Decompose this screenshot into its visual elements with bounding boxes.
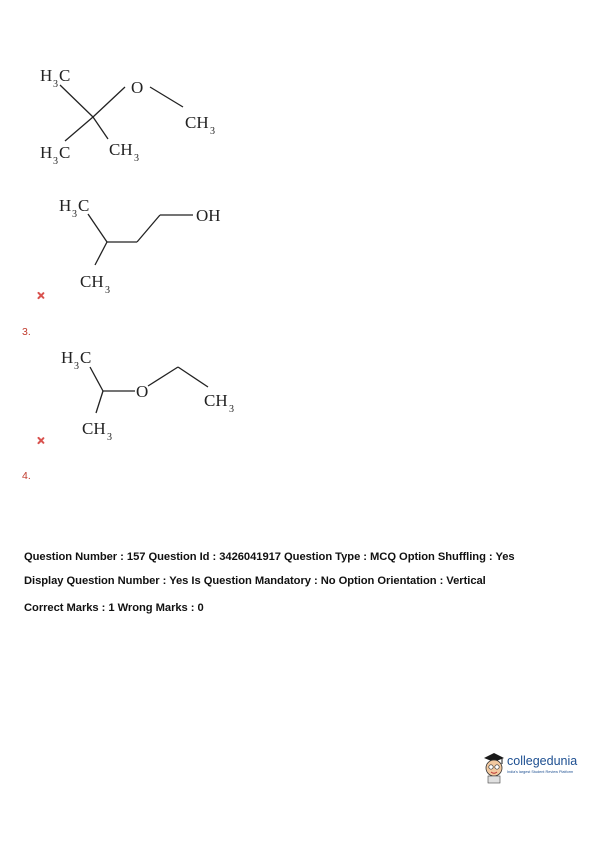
logo-name: collegedunia — [507, 754, 578, 768]
collegedunia-logo — [482, 748, 592, 788]
question-meta-line-1: Question Number : 157 Question Id : 3426041917 Question Type : MCQ Option Shuffling : Yes — [24, 551, 515, 563]
question-meta-line-2: Display Question Number : Yes Is Question Mandatory : No Option Orientation : Vertical — [24, 575, 486, 587]
m2-h3c-h: H — [59, 196, 72, 215]
m1-ch3-bottom: CH — [109, 140, 133, 159]
m1-ch3-right-sub: 3 — [210, 126, 215, 137]
m1-h3c-bottom-h: H — [40, 143, 53, 162]
wrong-option-icon — [37, 437, 44, 444]
m1-o: O — [131, 78, 144, 97]
graduate-mascot-icon — [482, 750, 506, 784]
m3-ch3-bottom: CH — [82, 419, 106, 438]
m3-ch3-right-sub: 3 — [229, 404, 234, 415]
m3-ch3-right: CH — [204, 391, 228, 410]
m2-oh: OH — [196, 206, 221, 225]
m1-ch3-right: CH — [185, 113, 209, 132]
m2-h3c-sub: 3 — [72, 209, 77, 220]
m1-h3c-top-c: C — [59, 66, 71, 85]
molecule-2-structure — [40, 190, 260, 300]
molecule-1-structure — [30, 55, 250, 175]
m3-h3c-sub: 3 — [74, 361, 79, 372]
m3-h3c-h: H — [61, 348, 74, 367]
wrong-option-icon — [37, 292, 44, 299]
question-meta-line-3: Correct Marks : 1 Wrong Marks : 0 — [24, 602, 204, 614]
option-number-3: 3. — [22, 326, 31, 338]
m1-h3c-bottom-c: C — [59, 143, 71, 162]
m3-ch3-bottom-sub: 3 — [107, 432, 112, 443]
m1-h3c-top-sub: 3 — [53, 79, 58, 90]
molecule-3-structure — [40, 340, 260, 450]
m1-ch3-bottom-sub: 3 — [134, 153, 139, 164]
m2-h3c-c: C — [78, 196, 90, 215]
m1-h3c-bottom-sub: 3 — [53, 156, 58, 167]
m3-h3c-c: C — [80, 348, 92, 367]
m2-ch3: CH — [80, 272, 104, 291]
m3-o: O — [136, 382, 149, 401]
m1-h3c-top-h: H — [40, 66, 53, 85]
m2-ch3-sub: 3 — [105, 285, 110, 296]
logo-tagline: India's largest Student Review Platform — [507, 770, 574, 774]
option-number-4: 4. — [22, 470, 31, 482]
